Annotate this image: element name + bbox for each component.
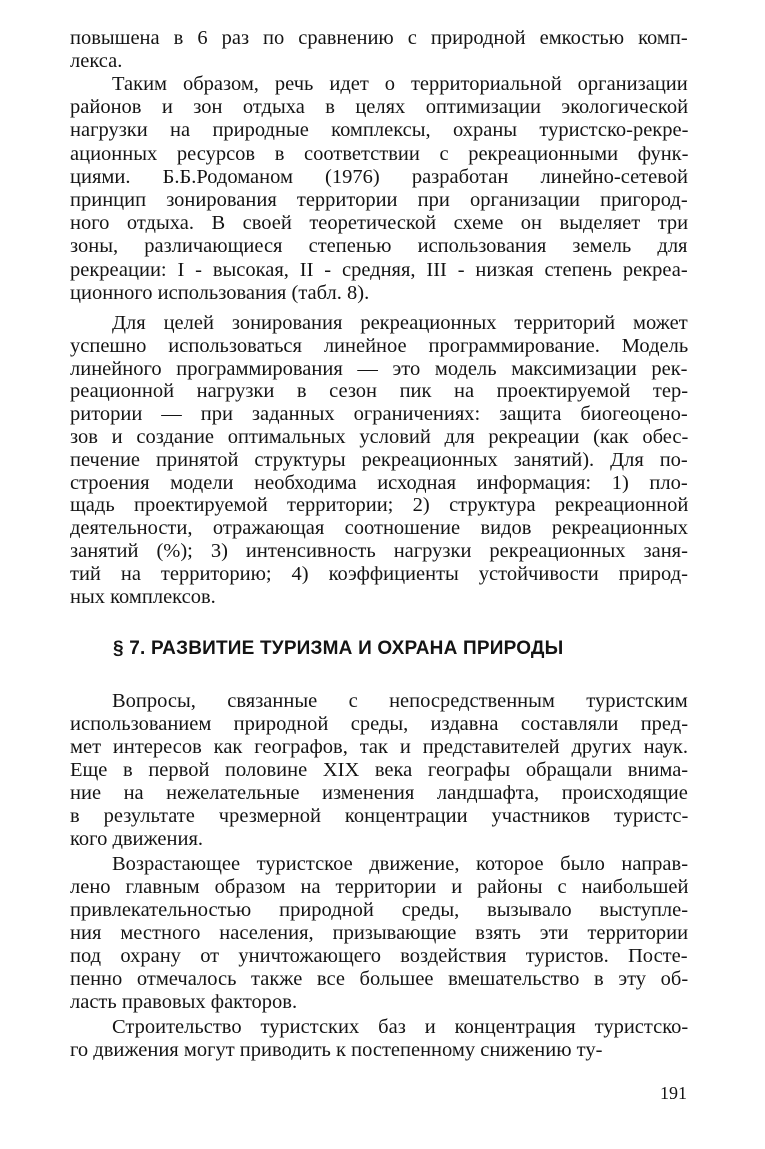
text-line: занятий (%); 3) интенсивность нагрузки рекреационных заня- [70, 540, 688, 562]
text-line: нагрузки на природные комплексы, охраны туристско-рекре- [70, 119, 689, 142]
text-line: ласть правовых факторов. [70, 991, 298, 1013]
text-line: лекса. [70, 50, 123, 73]
text-line: тий на территорию; 4) коэффициенты устойчивости природ- [70, 562, 688, 585]
text-line: пенно отмечалось также все большее вмешательство в эту об- [70, 968, 689, 990]
text-line: Для целей зонирования рекреационных территорий может [112, 312, 688, 334]
text-line: в результате чрезмерной концентрации участников туристс- [70, 805, 689, 827]
text-line: мет интересов как географов, так и представителей других наук. [70, 736, 688, 758]
text-line: зоны, различающиеся степенью использования земель для [70, 235, 688, 258]
text-line: реационной нагрузки в сезон пик на проектируемой тер- [70, 380, 689, 403]
text-line: Еще в первой половине XIX века географы обращали внима- [70, 759, 689, 781]
text-line: под охрану от уничтожающего воздействия туристов. Посте- [70, 945, 688, 967]
text-line: ных комплексов. [70, 585, 216, 608]
text-line: ного отдыха. В своей теоретической схеме он выделяет три [70, 212, 689, 235]
text-line: рекреации: I - высокая, II - средняя, III - низкая степень рекреа- [70, 258, 688, 281]
text-line: Строительство туристских баз и концентрация туристско- [112, 1016, 689, 1038]
text-line: Возрастающее туристское движение, которое было направ- [112, 853, 689, 875]
text-line: деятельности, отражающая соотношение видов рекреационных [70, 517, 689, 540]
text-line: кого движения. [70, 828, 204, 850]
text-line: го движения могут приводить к постепенному снижению ту- [70, 1039, 603, 1061]
text-line: ационных ресурсов в соответствии с рекреационными функ- [70, 142, 689, 165]
text-line: линейного программирования — это модель максимизации рек- [70, 357, 688, 380]
text-line: успешно использоваться линейное программирование. Модель [70, 334, 689, 357]
text-line: Таким образом, речь идет о территориальной организации [112, 73, 688, 95]
text-line: привлекательностью природной среды, вызывало выступле- [70, 899, 689, 921]
text-line: использованием природной среды, издавна составляли пред- [70, 713, 689, 735]
text-line: ционного использования (табл. 8). [70, 281, 370, 304]
text-line: ние на нежелательные изменения ландшафта, происходящие [70, 782, 688, 804]
text-line: щадь проектируемой территории; 2) структура рекреационной [70, 494, 689, 517]
text-line: ритории — при заданных ограничениях: защита биогеоцено- [70, 403, 688, 426]
text-line: лено главным образом на территории и районы с наибольшей [70, 876, 689, 898]
page-number: 191 [660, 1083, 687, 1103]
text-line: повышена в 6 раз по сравнению с природной емкостью комп- [70, 27, 688, 49]
text-line: зов и создание оптимальных условий для рекреации (как обес- [70, 426, 689, 448]
text-line: строения модели необходима исходная информация: 1) пло- [70, 471, 688, 494]
section-heading: § 7. РАЗВИТИЕ ТУРИЗМА И ОХРАНА ПРИРОДЫ [113, 638, 564, 659]
text-line: печение принятой структуры рекреационных занятий). Для по- [70, 448, 688, 471]
text-line: циями. Б.Б.Родоманом (1976) разработан линейно-сетевой [70, 165, 688, 188]
text-line: Вопросы, связанные с непосредственным туристским [112, 690, 688, 712]
text-line: принцип зонирования территории при организации пригород- [70, 189, 688, 211]
text-line: районов и зон отдыха в целях оптимизации экологической [70, 96, 689, 119]
text-line: ния местного населения, призывающие взять эти территории [70, 922, 689, 944]
